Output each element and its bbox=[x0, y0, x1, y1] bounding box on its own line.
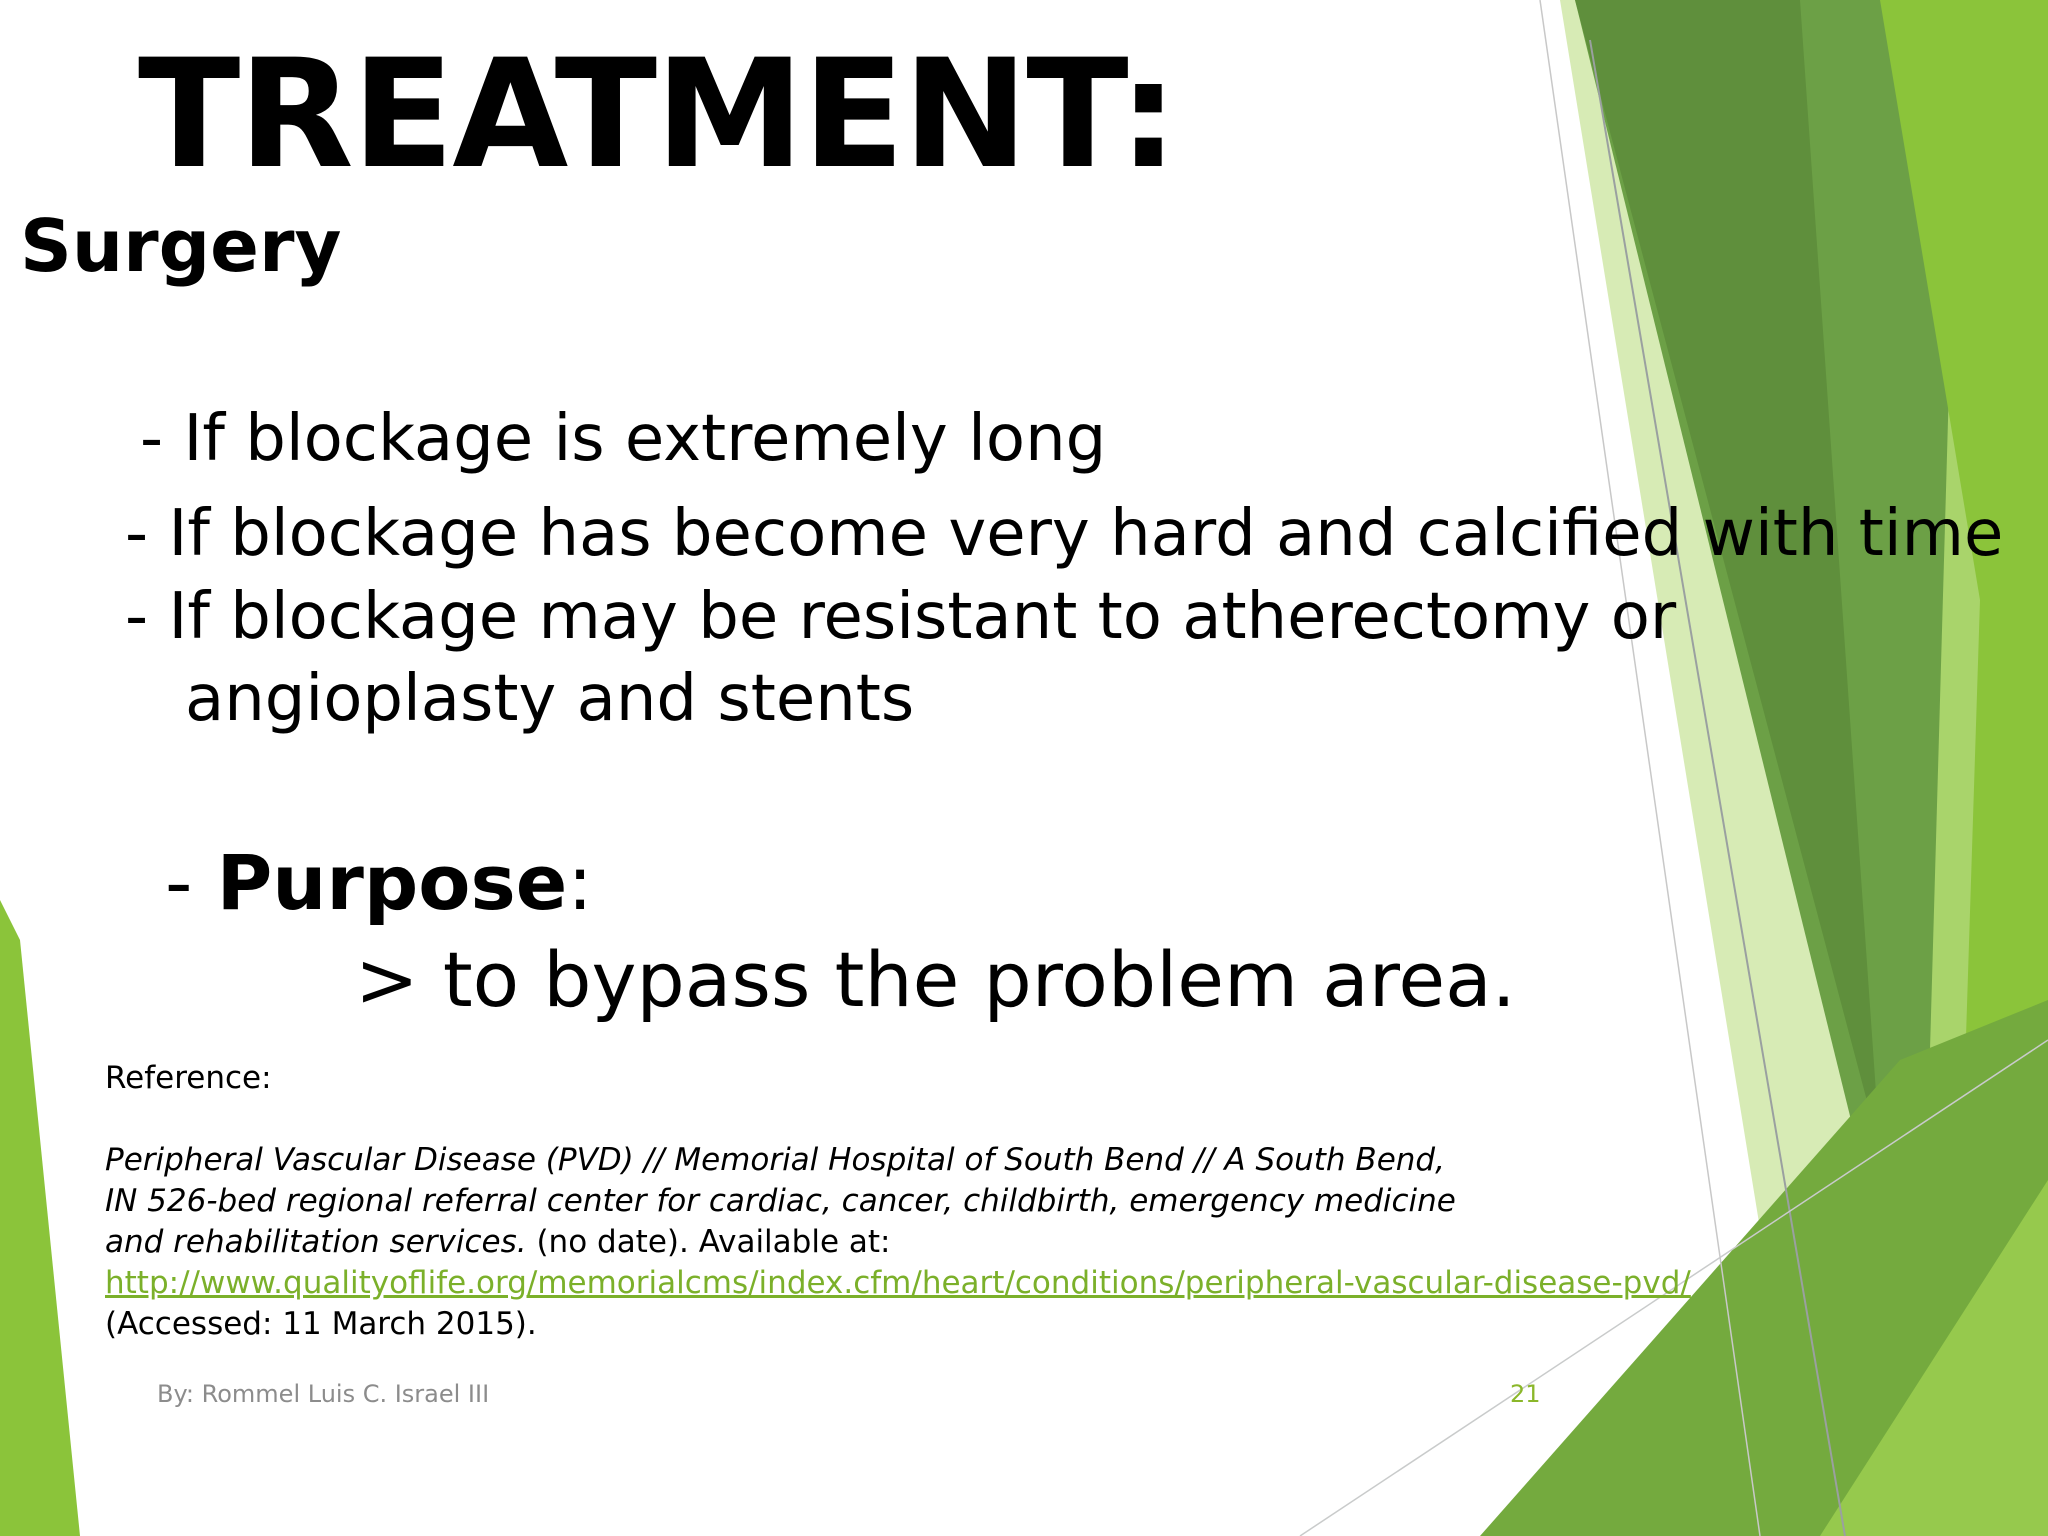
footer-author: By: Rommel Luis C. Israel III bbox=[157, 1380, 490, 1408]
bullet-item: - If blockage is extremely long bbox=[140, 402, 1107, 476]
decor-left-green bbox=[0, 900, 80, 1536]
bullet-item: - If blockage may be resistant to atherectomy or bbox=[125, 580, 1677, 654]
slide-title: TREATMENT: bbox=[138, 28, 1177, 202]
reference-availability: (no date). Available at: bbox=[526, 1224, 891, 1260]
reference-accessed: (Accessed: 11 March 2015). bbox=[105, 1306, 537, 1342]
page-number: 21 bbox=[1510, 1380, 1541, 1408]
reference-citation-line bbox=[105, 1222, 1825, 1263]
bullet-item: - If blockage has become very hard and calcified with time bbox=[125, 497, 2004, 571]
reference-block bbox=[105, 1058, 1825, 1345]
purpose-dash: - bbox=[165, 838, 217, 927]
bullet-item: angioplasty and stents bbox=[185, 662, 915, 736]
slide-subtitle: Surgery bbox=[20, 204, 342, 288]
purpose-heading bbox=[165, 838, 593, 927]
purpose-text: > to bypass the problem area. bbox=[355, 935, 1516, 1024]
purpose-colon: : bbox=[567, 838, 593, 927]
reference-link[interactable]: http://www.qualityoflife.org/memorialcms/index.cfm/heart/conditions/peripheral-vascular-disease-pvd/ bbox=[105, 1265, 1691, 1301]
reference-citation-line: Peripheral Vascular Disease (PVD) // Memorial Hospital of South Bend // A South Bend, bbox=[105, 1142, 1445, 1178]
reference-citation-line: IN 526-bed regional referral center for cardiac, cancer, childbirth, emergency medicine bbox=[105, 1183, 1456, 1219]
purpose-label: Purpose bbox=[216, 838, 568, 927]
reference-citation-end: and rehabilitation services. bbox=[105, 1224, 527, 1260]
reference-heading: Reference: bbox=[105, 1060, 272, 1096]
